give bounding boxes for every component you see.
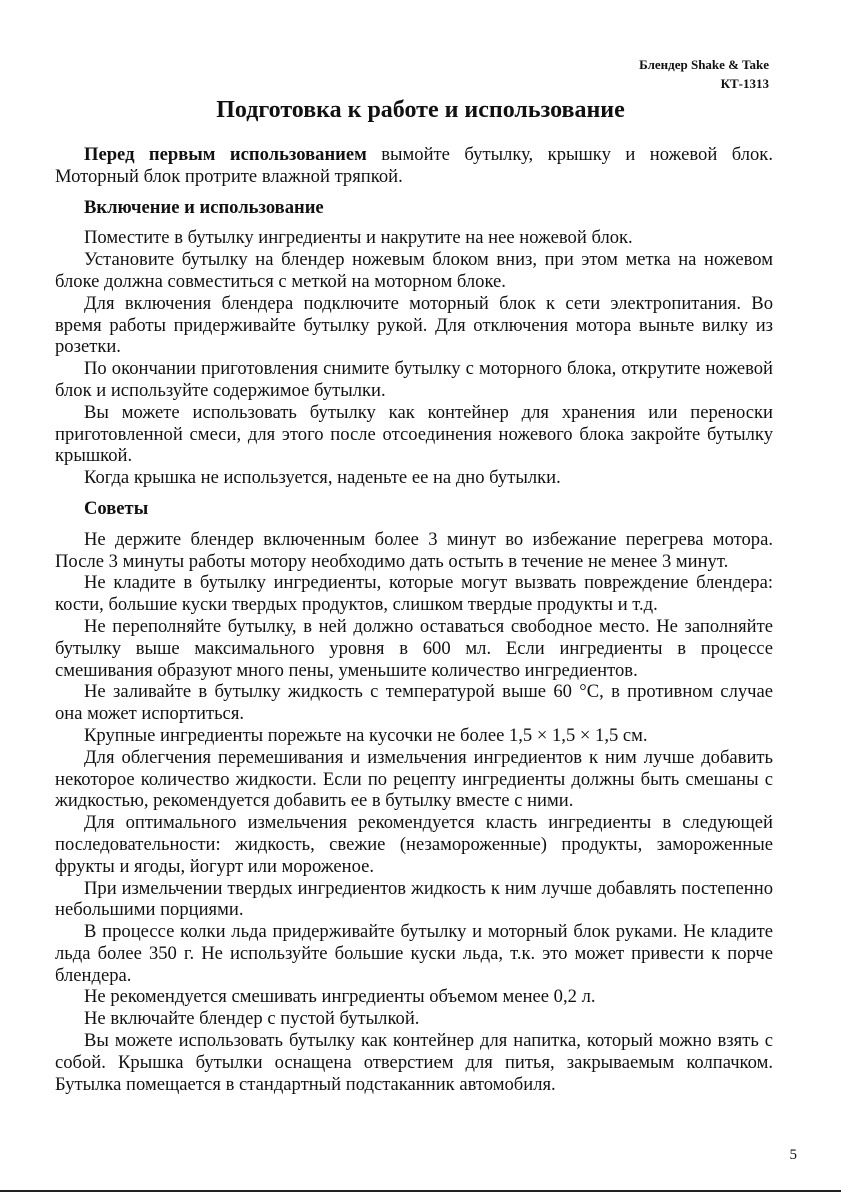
usage-paragraph: Поместите в бутылку ингредиенты и накрутите на нее ножевой блок. xyxy=(84,227,633,249)
section-heading-usage: Включение и использование xyxy=(84,196,324,218)
header-product: Блендер Shake & Take xyxy=(639,57,769,72)
tip-paragraph: Не кладите в бутылку ингредиенты, которые могут вызвать повреждение блендера: кости, большие куски твердых продуктов, слишком твердые продукты и т.д. xyxy=(55,572,773,616)
document-body xyxy=(55,144,773,1095)
tip-paragraph: В процессе колки льда придерживайте бутылку и моторный блок руками. Не кладите льда более 350 г. Не используйте большие куски льда, т.к. это может привести к порче блендера. xyxy=(55,921,773,986)
header-model: КТ-1313 xyxy=(720,76,769,91)
tip-paragraph: Не переполняйте бутылку, в ней должно оставаться свободное место. Не заполняйте бутылку выше максимального уровня в 600 мл. Если ингредиенты в процессе смешивания образуют много пены, уменьшите количество ингредиентов. xyxy=(55,615,773,681)
tip-paragraph: Не держите блендер включенным более 3 минут во избежание перегрева мотора. После 3 минуты работы мотору необходимо дать остыть в течение не менее 3 минут. xyxy=(55,528,773,572)
page-title: Подготовка к работе и использование xyxy=(216,97,625,123)
tip-paragraph: При измельчении твердых ингредиентов жидкость к ним лучше добавлять постепенно небольшими порциями. xyxy=(55,877,773,921)
intro-text: вымойте бутылку, крышку и ножевой блок. Моторный блок протрите влажной тряпкой. xyxy=(55,144,773,187)
tip-paragraph: Не включайте блендер с пустой бутылкой. xyxy=(84,1008,420,1030)
tip-paragraph: Для облегчения перемешивания и измельчения ингредиентов к ним лучше добавить некоторое количество жидкости. Если по рецепту ингредиенты должны быть смешаны с жидкостью, рекомендуется добавить ее в бутылку вместе с ними. xyxy=(55,746,773,812)
usage-paragraph: Для включения блендера подключите моторный блок к сети электропитания. Во время работы придерживайте бутылку рукой. Для отключения мотора выньте вилку из розетки. xyxy=(55,292,773,358)
tip-paragraph: Для оптимального измельчения рекомендуется класть ингредиенты в следующей последовательности: жидкость, свежие (незамороженные) продукты, замороженные фрукты и ягоды, йогурт или мороженое. xyxy=(55,812,773,877)
usage-paragraph: Установите бутылку на блендер ножевым блоком вниз, при этом метка на ножевом блоке должна совместиться с меткой на моторном блоке. xyxy=(55,249,773,292)
usage-paragraph: Когда крышка не используется, наденьте ее на дно бутылки. xyxy=(84,467,561,489)
intro-bold: Перед первым использованием xyxy=(84,144,367,165)
usage-paragraph: Вы можете использовать бутылку как контейнер для хранения или переноски приготовленной смеси, для этого после отсоединения ножевого блока закройте бутылку крышкой. xyxy=(55,401,773,467)
intro-paragraph xyxy=(55,144,773,188)
tip-paragraph: Не заливайте в бутылку жидкость с температурой выше 60 °С, в противном случае она может испортиться. xyxy=(55,681,773,725)
tip-paragraph: Не рекомендуется смешивать ингредиенты объемом менее 0,2 л. xyxy=(84,986,596,1008)
page-number: 5 xyxy=(789,1147,797,1163)
bottom-divider xyxy=(0,1190,841,1192)
section-heading-tips: Советы xyxy=(84,497,149,519)
page-header xyxy=(639,55,769,93)
usage-paragraph: По окончании приготовления снимите бутылку с моторного блока, открутите ножевой блок и используйте содержимое бутылки. xyxy=(55,358,773,401)
tip-paragraph: Крупные ингредиенты порежьте на кусочки не более 1,5 × 1,5 × 1,5 см. xyxy=(84,724,648,746)
tip-paragraph: Вы можете использовать бутылку как контейнер для напитка, который можно взять с собой. Крышка бутылки оснащена отверстием для питья, закрываемым колпачком. Бутылка помещается в стандартный подстаканник автомобиля. xyxy=(55,1030,773,1095)
